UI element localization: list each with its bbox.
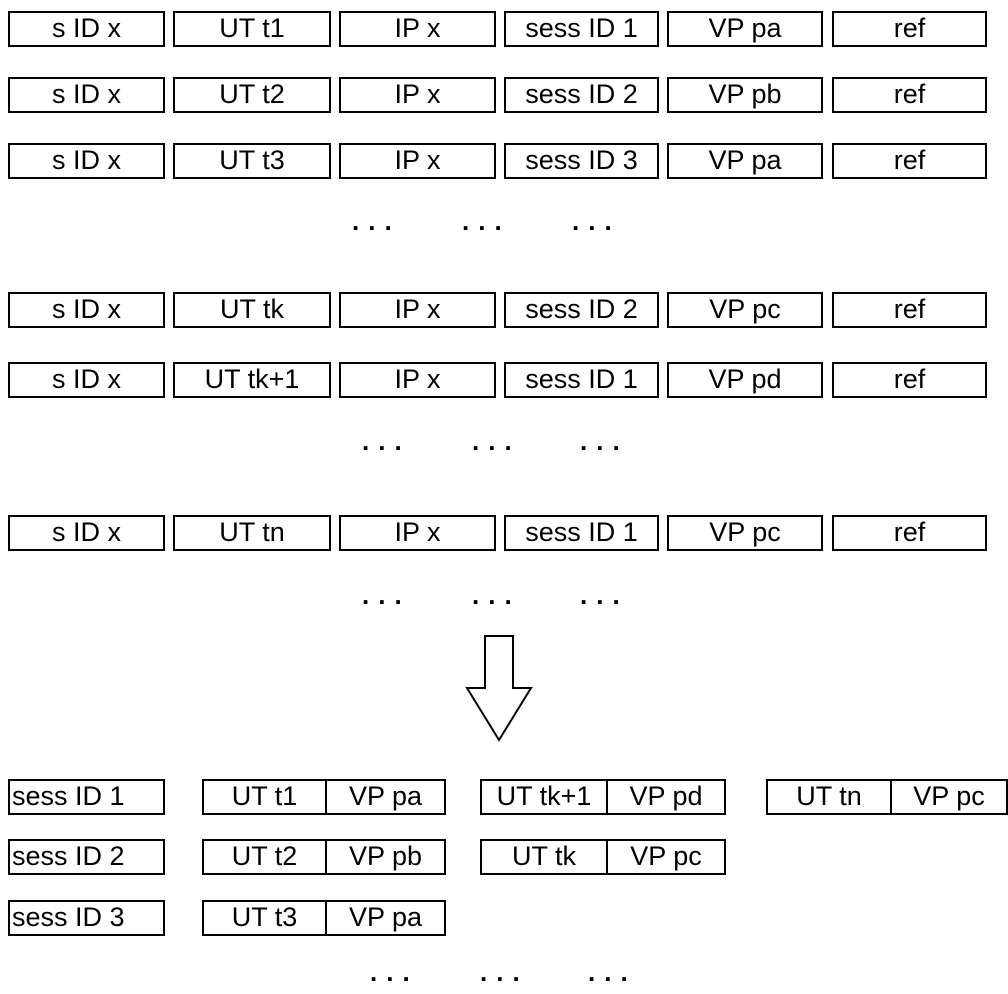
session-label-cell: sess ID 1 [8, 779, 165, 815]
user-time-cell: UT t2 [173, 77, 331, 113]
ip-cell: IP x [339, 11, 496, 47]
ellipsis: ... [462, 206, 511, 236]
viewed-page-cell: VP pa [667, 143, 823, 179]
ellipsis: ... [572, 206, 621, 236]
time-page-pair [480, 839, 726, 875]
source-id-cell: s ID x [8, 11, 165, 47]
session-id-cell: sess ID 3 [504, 143, 659, 179]
source-id-cell: s ID x [8, 143, 165, 179]
referrer-cell: ref [832, 143, 987, 179]
pair-page: VP pc [913, 781, 985, 811]
pair-time: UT t2 [231, 841, 298, 871]
viewed-page-cell: VP pc [667, 515, 823, 551]
ellipsis: ... [472, 580, 521, 610]
referrer-cell: ref [832, 362, 987, 398]
source-id-cell: s ID x [8, 292, 165, 328]
session-id-cell: sess ID 2 [504, 77, 659, 113]
ip-cell: IP x [339, 362, 496, 398]
user-time-cell: UT t1 [173, 11, 331, 47]
pair-page: VP pb [348, 841, 423, 871]
pair-page: VP pc [630, 841, 702, 871]
session-label-cell: sess ID 2 [8, 839, 165, 875]
ellipsis: ... [362, 580, 411, 610]
time-page-pair [202, 779, 446, 815]
time-page-pair [202, 839, 446, 875]
viewed-page-cell: VP pc [667, 292, 823, 328]
ip-cell: IP x [339, 77, 496, 113]
referrer-cell: ref [832, 77, 987, 113]
ellipsis: ... [352, 206, 401, 236]
time-page-pair [480, 779, 726, 815]
down-arrow-icon [465, 634, 535, 744]
user-time-cell: UT tk+1 [173, 362, 331, 398]
pair-time: UT tn [796, 781, 862, 811]
ip-cell: IP x [339, 515, 496, 551]
viewed-page-cell: VP pb [667, 77, 823, 113]
ellipsis: ... [588, 957, 637, 987]
ellipsis: ... [472, 426, 521, 456]
source-id-cell: s ID x [8, 362, 165, 398]
time-page-pair [202, 900, 446, 936]
source-id-cell: s ID x [8, 515, 165, 551]
ip-cell: IP x [339, 143, 496, 179]
pair-time: UT tk [511, 841, 576, 871]
session-label-cell: sess ID 3 [8, 900, 165, 936]
session-id-cell: sess ID 2 [504, 292, 659, 328]
viewed-page-cell: VP pd [667, 362, 823, 398]
source-id-cell: s ID x [8, 77, 165, 113]
ellipsis: ... [580, 580, 629, 610]
user-time-cell: UT t3 [173, 143, 331, 179]
pair-page: VP pd [629, 781, 703, 811]
pair-time: UT tk+1 [496, 781, 592, 811]
time-page-pair [766, 779, 1008, 815]
ellipsis: ... [580, 426, 629, 456]
session-id-cell: sess ID 1 [504, 515, 659, 551]
referrer-cell: ref [832, 515, 987, 551]
ellipsis: ... [480, 957, 529, 987]
ellipsis: ... [362, 426, 411, 456]
referrer-cell: ref [832, 292, 987, 328]
ellipsis: ... [370, 957, 419, 987]
user-time-cell: UT tn [173, 515, 331, 551]
user-time-cell: UT tk [173, 292, 331, 328]
ip-cell: IP x [339, 292, 496, 328]
viewed-page-cell: VP pa [667, 11, 823, 47]
pair-page: VP pa [348, 902, 423, 932]
referrer-cell: ref [832, 11, 987, 47]
session-id-cell: sess ID 1 [504, 362, 659, 398]
pair-page: VP pa [348, 781, 423, 811]
pair-time: UT t1 [231, 781, 298, 811]
session-id-cell: sess ID 1 [504, 11, 659, 47]
arrow-shape [467, 636, 531, 740]
pair-time: UT t3 [231, 902, 298, 932]
